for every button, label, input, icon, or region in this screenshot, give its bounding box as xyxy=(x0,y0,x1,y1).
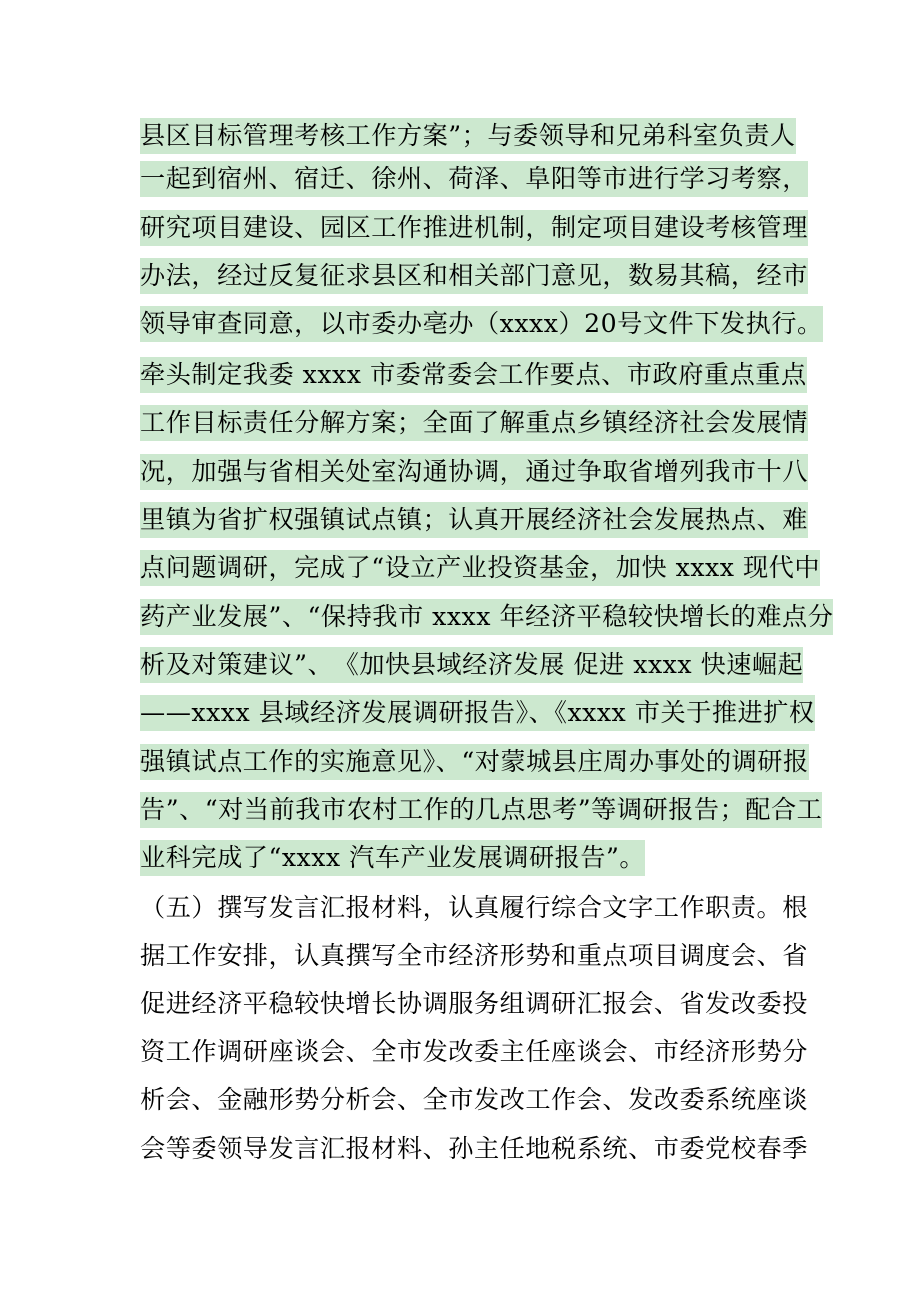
text-line: 析及对策建议”、 《加快县域经济发展 促进 xxxx 快速崛起 xyxy=(140,647,803,683)
text-line: 领导审查同意，以市委办亳办（xxxx）20号文件下发执行。 xyxy=(140,306,823,342)
text-line: 工作目标责任分解方案；全面了解重点乡镇经济社会发展情 xyxy=(140,405,808,441)
text-line: 药产业发展”、“保持我市 xxxx 年经济平稳较快增长的难点分 xyxy=(140,599,833,635)
text-line: 促进经济平稳较快增长协调服务组调研汇报会、省发改委投 xyxy=(140,989,808,1018)
text-line: 资工作调研座谈会、全市发改委主任座谈会、市经济形势分 xyxy=(140,1037,808,1066)
text-line: （五）撰写发言汇报材料，认真履行综合文字工作职责。根 xyxy=(140,893,808,922)
text-line: 强镇试点工作的实施意见》、“对蒙城县庄周办事处的调研报 xyxy=(140,744,809,780)
text-line: 点问题调研，完成了“设立产业投资基金，加快 xxxx 现代中 xyxy=(140,550,820,586)
text-line: 一起到宿州、宿迁、徐州、荷泽、阜阳等市进行学习考察， xyxy=(140,161,808,197)
text-line: 里镇为省扩权强镇试点镇；认真开展经济社会发展热点、难 xyxy=(140,502,808,538)
text-line: 业科完成了“xxxx 汽车产业发展调研报告”。 xyxy=(140,840,645,876)
text-line: 牵头制定我委 xxxx 市委常委会工作要点、市政府重点重点 xyxy=(140,357,807,393)
text-line: 办法，经过反复征求县区和相关部门意见，数易其稿，经市 xyxy=(140,258,808,294)
text-line: 况，加强与省相关处室沟通协调，通过争取省增列我市十八 xyxy=(140,454,808,490)
text-line: ——xxxx 县域经济发展调研报告》、《xxxx 市关于推进扩权 xyxy=(140,695,815,731)
text-line: 告”、“对当前我市农村工作的几点思考”等调研报告；配合工 xyxy=(140,792,822,828)
text-line: 据工作安排，认真撰写全市经济形势和重点项目调度会、省 xyxy=(140,941,808,970)
text-line: 县区目标管理考核工作方案”；与委领导和兄弟科室负责人 xyxy=(140,118,796,154)
text-line: 研究项目建设、园区工作推进机制，制定项目建设考核管理 xyxy=(140,210,808,246)
text-line: 析会、金融形势分析会、全市发改工作会、发改委系统座谈 xyxy=(140,1085,808,1114)
text-line: 会等委领导发言汇报材料、孙主任地税系统、市委党校春季 xyxy=(140,1134,808,1163)
